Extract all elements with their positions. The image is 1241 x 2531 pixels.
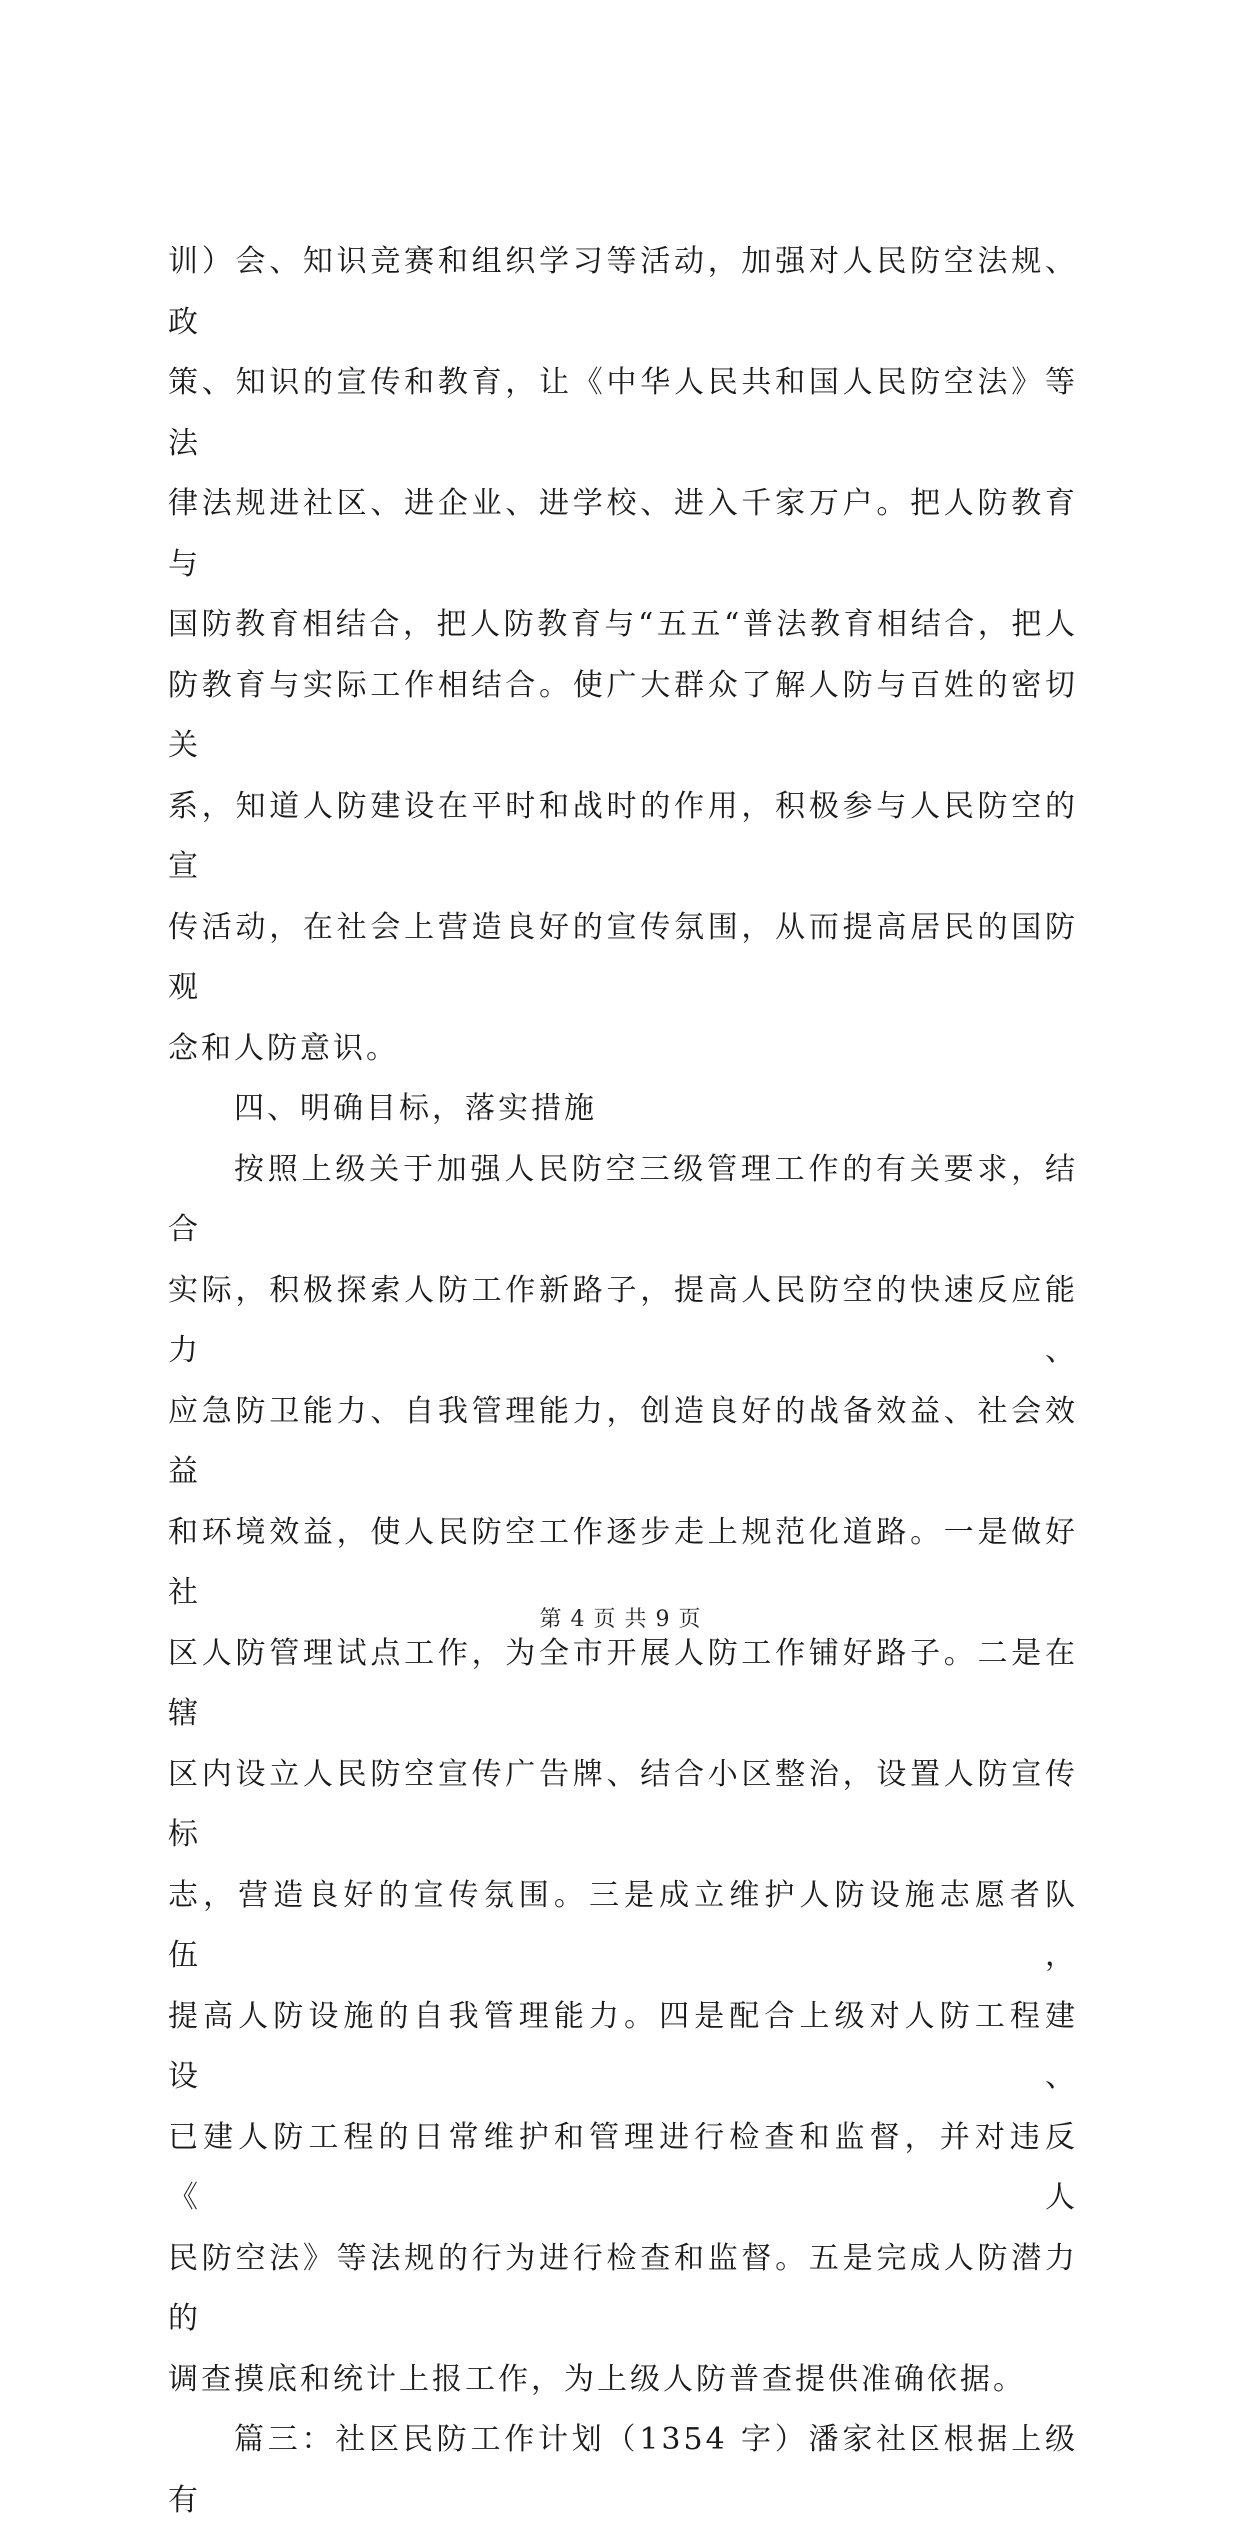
text-line: 国防教育相结合，把人防教育与“五五“普法教育相结合，把人 [168, 607, 1078, 642]
text-line: 实际，积极探索人防工作新路子，提高人民防空的快速反应能力、 [168, 1272, 1078, 1368]
text-line: 防教育与实际工作相结合。使广大群众了解人防与百姓的密切关 [168, 667, 1078, 763]
paragraph-4 [168, 2410, 1078, 2531]
text-line: 调查摸底和统计上报工作，为上级人防普查提供准确依据。 [168, 2361, 1026, 2397]
text-line: 策、知识的宣传和教育，让《中华人民共和国人民防空法》等法 [168, 365, 1078, 461]
text-line: 系，知道人防建设在平时和战时的作用，积极参与人民防空的宣 [168, 788, 1078, 884]
text-line: 传活动，在社会上营造良好的宣传氛围，从而提高居民的国防观 [168, 909, 1078, 1005]
text-line: 志，营造良好的宣传氛围。三是成立维护人防设施志愿者队伍， [168, 1877, 1078, 1973]
text-line: 念和人防意识。 [168, 1030, 399, 1066]
paragraph-1 [168, 232, 1078, 1079]
text-line: 篇三：社区民防工作计划（1354 字）潘家社区根据上级有 [168, 2422, 1078, 2518]
text-line: 律法规进社区、进企业、进学校、进入千家万户。把人防教育与 [168, 486, 1078, 582]
text-line: 训）会、知识竞赛和组织学习等活动，加强对人民防空法规、政 [168, 244, 1078, 340]
text-line: 民防空法》等法规的行为进行检查和监督。五是完成人防潜力的 [168, 2240, 1078, 2336]
text-line: 应急防卫能力、自我管理能力，创造良好的战备效益、社会效益 [168, 1393, 1078, 1489]
page-number-footer: 第 4 页 共 9 页 [539, 1607, 702, 1632]
heading-line: 四、明确目标，落实措施 [234, 1091, 597, 1126]
document-body [168, 232, 1078, 2531]
text-line: 区人防管理试点工作，为全市开展人防工作铺好路子。二是在辖 [168, 1635, 1078, 1731]
text-line: 和环境效益，使人民防空工作逐步走上规范化道路。一是做好社 [168, 1514, 1078, 1610]
text-line: 按照上级关于加强人民防空三级管理工作的有关要求，结合 [168, 1151, 1078, 1247]
text-line: 区内设立人民防空宣传广告牌、结合小区整治，设置人防宣传标 [168, 1756, 1078, 1852]
section-heading [168, 1079, 1078, 1140]
text-line: 提高人防设施的自我管理能力。四是配合上级对人防工程建设、 [168, 1998, 1078, 2094]
paragraph-3 [168, 1140, 1078, 2411]
text-line: 已建人防工程的日常维护和管理进行检查和监督，并对违反《人 [168, 2119, 1078, 2215]
